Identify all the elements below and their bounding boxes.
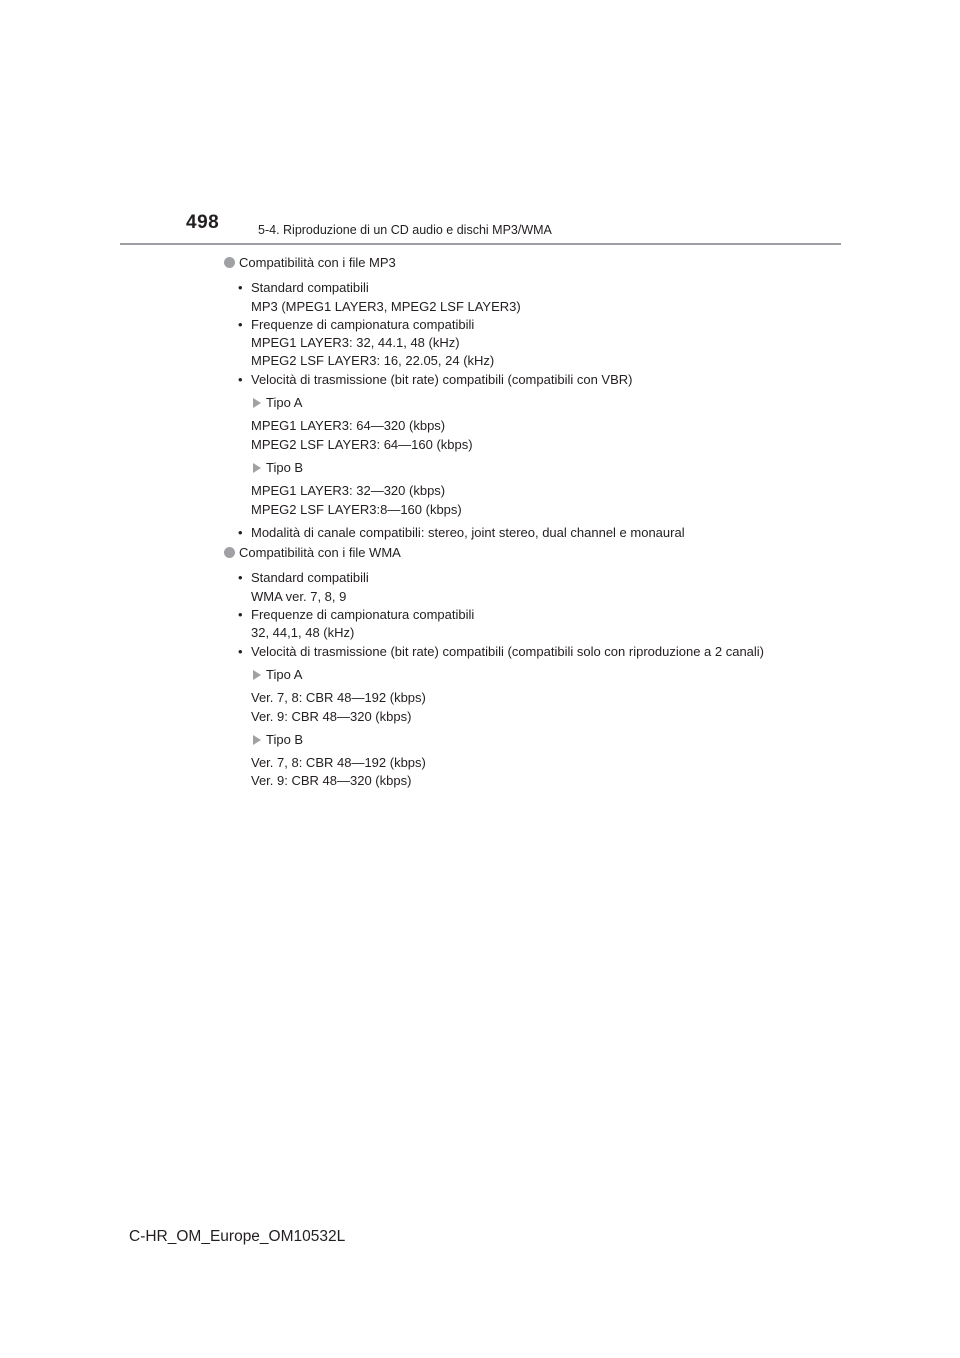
mp3-heading-text: Compatibilità con i file MP3 — [239, 255, 396, 270]
wma-type-a-line2: Ver. 9: CBR 48—320 (kbps) — [251, 708, 412, 724]
page-content — [222, 254, 782, 791]
right-triangle-icon — [253, 398, 261, 408]
wma-standards-value: WMA ver. 7, 8, 9 — [251, 588, 347, 604]
mp3-frequencies-label: Frequenze di campionatura compatibili — [251, 316, 475, 332]
circle-bullet-icon — [224, 257, 235, 268]
wma-type-a-line1: Ver. 7, 8: CBR 48—192 (kbps) — [251, 690, 426, 706]
bullet-mark: • — [238, 570, 243, 586]
mp3-type-b-line1: MPEG1 LAYER3: 32—320 (kbps) — [251, 483, 446, 499]
mp3-type-a-label: Tipo A — [266, 395, 303, 411]
wma-standards-item — [222, 569, 782, 606]
bullet-mark: • — [238, 607, 243, 623]
header-divider — [120, 243, 841, 245]
wma-bitrate-label: Velocità di trasmissione (bit rate) compatibili (compatibili solo con riproduzione a 2 canali) — [251, 643, 765, 659]
mp3-frequencies-line1: MPEG1 LAYER3: 32, 44.1, 48 (kHz) — [251, 335, 460, 351]
right-triangle-icon — [253, 670, 261, 680]
wma-type-b-rates — [222, 754, 782, 791]
wma-bitrate-item — [222, 643, 776, 661]
mp3-type-b-rates — [222, 482, 782, 519]
wma-standards-label: Standard compatibili — [251, 570, 369, 586]
mp3-type-b-label: Tipo B — [266, 459, 304, 475]
mp3-type-b-line2: MPEG2 LSF LAYER3:8—160 (kbps) — [251, 501, 462, 517]
wma-type-b-label: Tipo B — [266, 731, 304, 747]
wma-heading-text: Compatibilità con i file WMA — [239, 545, 401, 561]
bullet-mark: • — [238, 643, 243, 659]
bullet-mark: • — [238, 371, 243, 387]
document-code-footer: C-HR_OM_Europe_OM10532L — [129, 1228, 346, 1245]
wma-section-heading — [222, 544, 782, 562]
mp3-type-b-heading — [222, 459, 782, 477]
wma-type-b-line2: Ver. 9: CBR 48—320 (kbps) — [251, 773, 412, 789]
circle-bullet-icon — [224, 547, 235, 558]
wma-type-a-heading — [222, 666, 782, 684]
mp3-type-a-line2: MPEG2 LSF LAYER3: 64—160 (kbps) — [251, 436, 473, 452]
mp3-bitrate-label: Velocità di trasmissione (bit rate) compatibili (compatibili con VBR) — [251, 371, 633, 387]
bullet-mark: • — [238, 524, 243, 540]
wma-frequencies-item — [222, 606, 782, 643]
mp3-type-a-rates — [222, 417, 782, 454]
bullet-mark: • — [238, 316, 243, 332]
mp3-channel-modes-text: Modalità di canale compatibili: stereo, joint stereo, dual channel e monaural — [251, 524, 685, 540]
wma-type-b-line1: Ver. 7, 8: CBR 48—192 (kbps) — [251, 755, 426, 771]
right-triangle-icon — [253, 463, 261, 473]
wma-type-a-label: Tipo A — [266, 666, 303, 682]
bullet-mark: • — [238, 280, 243, 296]
mp3-bitrate-item — [222, 371, 782, 389]
wma-frequencies-label: Frequenze di campionatura compatibili — [251, 607, 475, 623]
section-title: 5-4. Riproduzione di un CD audio e dischi MP3/WMA — [258, 223, 552, 237]
mp3-standards-item — [222, 279, 782, 316]
right-triangle-icon — [253, 735, 261, 745]
mp3-standards-label: Standard compatibili — [251, 280, 369, 296]
mp3-channel-modes-item — [222, 524, 782, 542]
mp3-type-a-heading — [222, 394, 782, 412]
mp3-frequencies-item — [222, 316, 782, 371]
mp3-frequencies-line2: MPEG2 LSF LAYER3: 16, 22.05, 24 (kHz) — [251, 353, 495, 369]
mp3-type-a-line1: MPEG1 LAYER3: 64—320 (kbps) — [251, 418, 446, 434]
wma-frequencies-value: 32, 44,1, 48 (kHz) — [251, 625, 355, 641]
wma-type-b-heading — [222, 731, 782, 749]
page-number: 498 — [186, 212, 220, 233]
wma-type-a-rates — [222, 689, 782, 726]
mp3-standards-value: MP3 (MPEG1 LAYER3, MPEG2 LSF LAYER3) — [251, 298, 521, 314]
mp3-section-heading — [222, 254, 782, 272]
